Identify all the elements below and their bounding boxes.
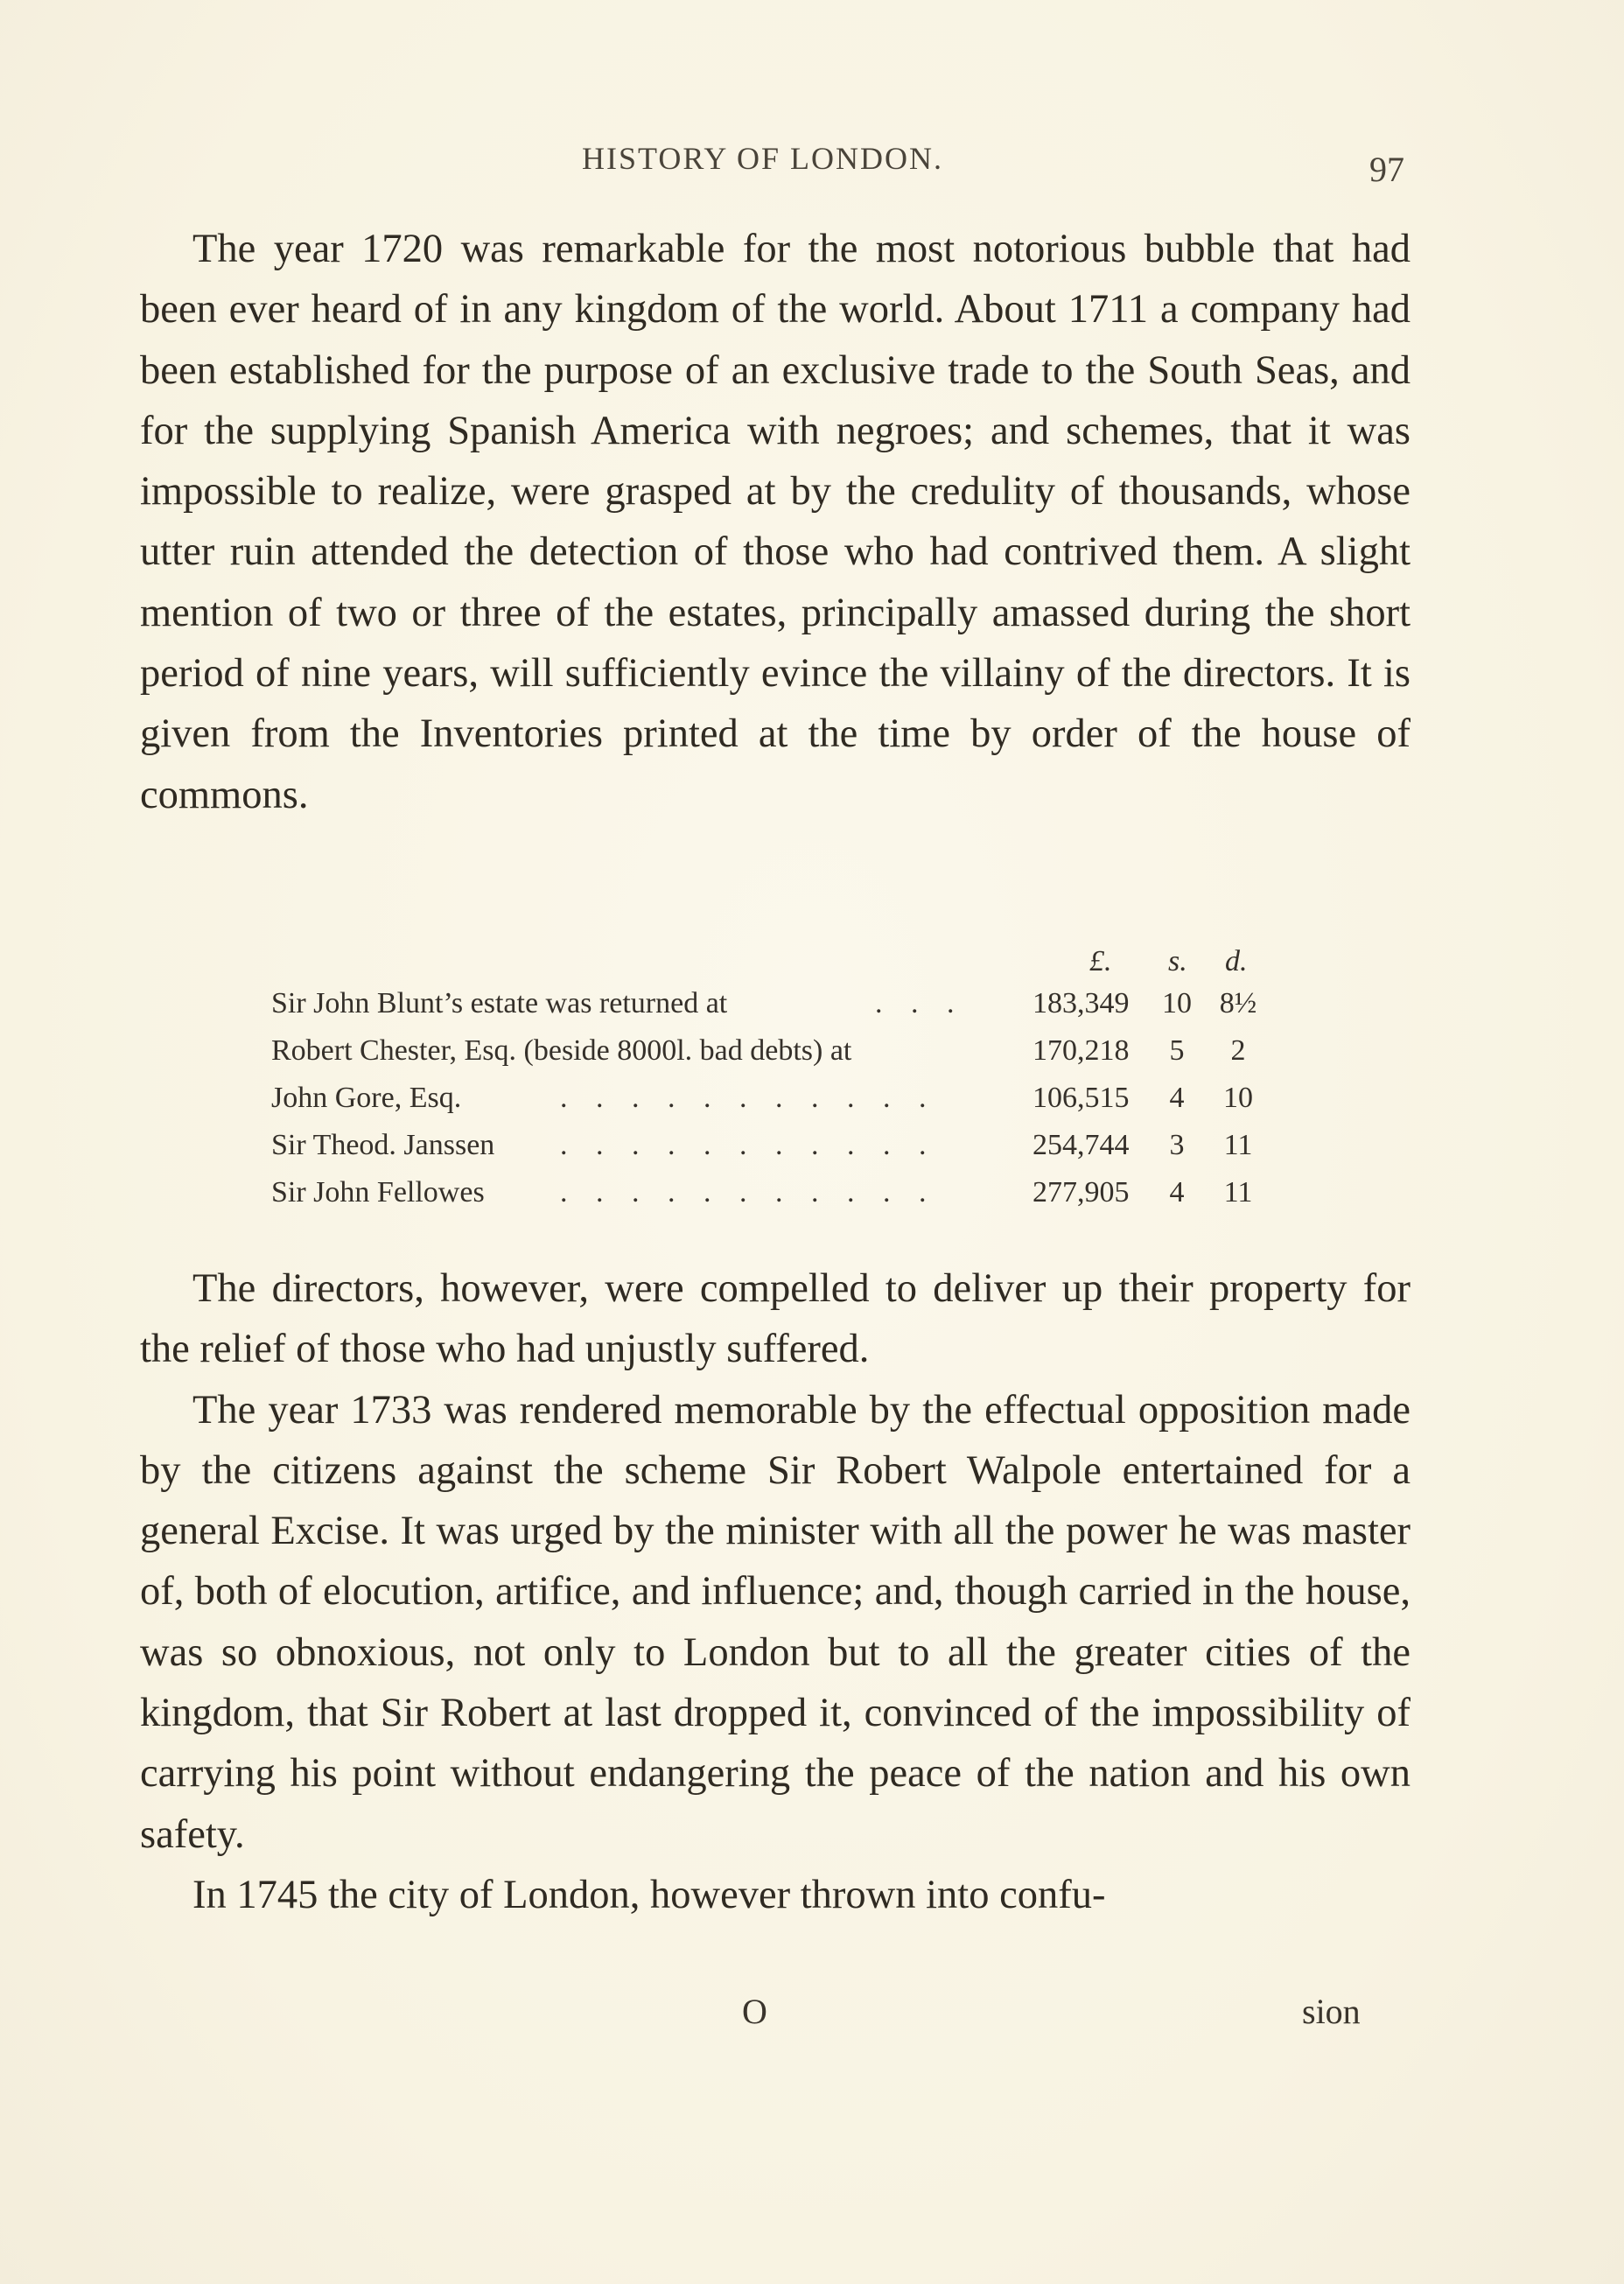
estate-name: John Gore, Esq. bbox=[271, 1082, 462, 1114]
estate-pounds: 183,349 bbox=[1032, 987, 1130, 1019]
table-header bbox=[271, 945, 1304, 984]
paragraph-excise: The year 1733 was rendered memorable by the effectual opposition made by the citizens against the scheme Sir Robert Walpole entertained for a general Excise. It was urged by the minister with all the power he was master of, both of elocution, artifice, and influence; and, though carried in the house, was so obnoxious, not only to London but to all the greater cities of the kingdom, that Sir Robert at last dropped it, convinced of the impossibility of carrying his point without endangering the peace of the nation and his own safety. bbox=[140, 1387, 1410, 1857]
estate-shillings: 3 bbox=[1169, 1129, 1185, 1161]
leader-dots: . . . . . . . . . . . bbox=[560, 1176, 937, 1209]
signature-mark: O bbox=[742, 1992, 767, 2031]
estate-shillings: 4 bbox=[1169, 1082, 1185, 1114]
estate-pence: 11 bbox=[1223, 1176, 1253, 1209]
estate-pounds: 170,218 bbox=[1032, 1034, 1130, 1067]
estate-pence: 2 bbox=[1230, 1034, 1246, 1067]
leader-dots: . . . bbox=[875, 987, 965, 1019]
paragraph-1745: In 1745 the city of London, however thrown into confu- bbox=[192, 1872, 1106, 1917]
table-row bbox=[271, 1078, 1304, 1125]
estate-name: Robert Chester, Esq. (beside 8000l. bad debts) at bbox=[271, 1034, 852, 1067]
table-row bbox=[271, 1125, 1304, 1173]
estate-name: Sir John Fellowes bbox=[271, 1176, 485, 1209]
table-row bbox=[271, 984, 1304, 1031]
page-footer bbox=[0, 1991, 1624, 2043]
estate-pence: 8½ bbox=[1219, 987, 1257, 1019]
estate-pence: 10 bbox=[1223, 1082, 1253, 1114]
estate-shillings: 4 bbox=[1169, 1176, 1185, 1209]
estate-shillings: 5 bbox=[1169, 1034, 1185, 1067]
estate-shillings: 10 bbox=[1162, 987, 1192, 1019]
catchword: sion bbox=[1302, 1992, 1361, 2031]
estate-name: Sir John Blunt’s estate was returned at bbox=[271, 987, 728, 1019]
running-head bbox=[0, 140, 1624, 189]
table-row bbox=[271, 1031, 1304, 1078]
leader-dots: . . . . . . . . . . . bbox=[560, 1129, 937, 1161]
running-title: HISTORY OF LONDON. bbox=[582, 141, 944, 176]
estate-name: Sir Theod. Janssen bbox=[271, 1129, 495, 1161]
estates-table bbox=[271, 945, 1304, 1220]
leader-dots: . . . . . . . . . . . bbox=[560, 1082, 937, 1114]
estate-pounds: 254,744 bbox=[1032, 1129, 1130, 1161]
header-pounds: £. bbox=[1089, 945, 1112, 977]
table-row bbox=[271, 1173, 1304, 1220]
paragraph-directors: The directors, however, were compelled to deliver up their property for the relief of those who had unjustly suffered. bbox=[140, 1266, 1410, 1372]
body-text-lower bbox=[140, 1258, 1410, 1925]
body-text-upper bbox=[140, 219, 1410, 825]
estate-pounds: 277,905 bbox=[1032, 1176, 1130, 1209]
page-number: 97 bbox=[1369, 150, 1404, 189]
estate-pence: 11 bbox=[1223, 1129, 1253, 1161]
estate-pounds: 106,515 bbox=[1032, 1082, 1130, 1114]
header-shillings: s. bbox=[1168, 945, 1187, 977]
paragraph-south-sea-bubble: The year 1720 was remarkable for the most notorious bubble that had been ever heard of in any kingdom of the world. About 1711 a company had been established for the purpose of an exclusive trade to the South Seas, and for the supplying Spanish America with negroes; and schemes, that it was impossible to realize, were grasped at by the credulity of thousands, whose utter ruin attended the detection of those who had contrived them. A slight mention of two or three of the estates, principally amassed during the short period of nine years, will sufficiently evince the villainy of the directors. It is given from the Inventories printed at the time by order of the house of commons. bbox=[140, 227, 1410, 817]
header-pence: d. bbox=[1225, 945, 1248, 977]
